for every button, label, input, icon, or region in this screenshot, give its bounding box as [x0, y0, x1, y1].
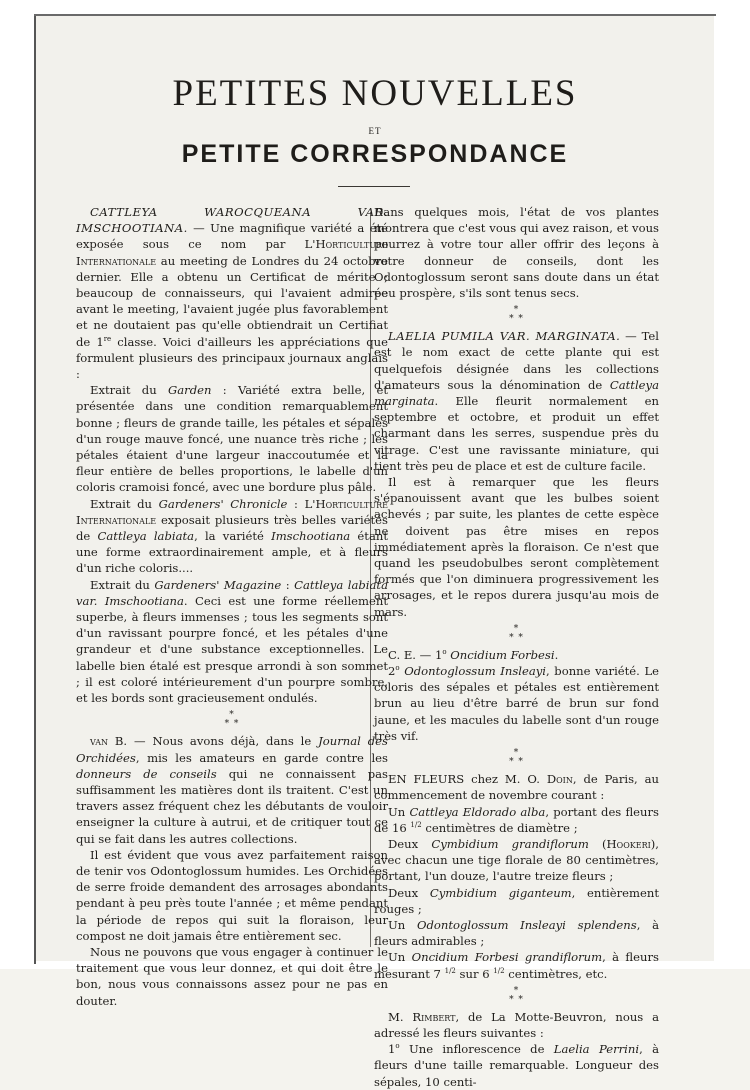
heading-laelia: LAELIA PUMILA VAR. MARGINATA.: [388, 329, 621, 344]
list-item: Deux Cymbidium giganteum, entièrement rouges ;: [374, 885, 659, 916]
scan-border-top: [0, 0, 750, 14]
section-asterism: * * *: [509, 623, 524, 643]
extract-chronicle: Extrait du Gardeners' Chronicle : L'Horticulture Internationale exposait plusieurs très belles variétés de Cattleya labiata, la variété Imschootiana étant une forme extraordinairement ample, et à fleurs d'un riche coloris....: [76, 496, 388, 576]
document-page: [36, 16, 714, 1089]
article-rimbert: M. Rimbert, de La Motte-Beuvron, nous a adressé les fleurs suivantes :: [374, 1009, 659, 1040]
reply-van-b: van B. — Nous avons déjà, dans le Journal des Orchidées, mis les amateurs en garde contre les donneurs de conseils qui ne connaissent pas suffisamment les matières dont ils traitent. C'est un travers assez fréquent chez les débutants de vouloir enseigner la culture à autrui, et de critiquer tout ce qui se fait dans les autres collections.: [76, 734, 388, 846]
left-column: [76, 204, 388, 1009]
paragraph: Nous ne pouvons que vous engager à continuer le traitement que vous leur donnez, et qui doit être le bon, nous vous connaissons assez pour ne pas en douter.: [76, 944, 388, 1008]
scan-border-right: [714, 0, 750, 969]
paragraph: Dans quelques mois, l'état de vos plantes montrera que c'est vous qui avez raison, et vous pourrez à votre tour aller offrir des leçons à votre donneur de conseils, dont les Odontoglossum seront sans doute dans un état peu prospère, s'ils sont tenus secs.: [374, 205, 659, 301]
right-column: [374, 204, 659, 1090]
paragraph: 2$^o$ Odontoglossum Insleayi, bonne variété. Le coloris des sépales et pétales est entièrement brun au lieu d'être barré de brun sur fond jaune, et les macules du labelle sont d'un rouge très vif.: [374, 664, 660, 743]
article-laelia: LAELIA PUMILA VAR. MARGINATA. — Tel est le nom exact de cette plante qui est quelquefois désignée dans les collections d'amateurs sous la dénomination de Cattleya marginata. Elle fleurit normalement en septembre et octobre, et produit un effet charmant dans les serres, suspendue près du vitrage. C'est une ravissante miniature, qui tient très peu de place et est de culture facile.: [374, 329, 660, 473]
list-item: Deux Cymbidium grandiflorum (Hookeri), avec chacun une tige florale de 80 centimètres, portant, l'un douze, l'autre treize fleurs ;: [374, 836, 659, 884]
section-asterism: * * *: [509, 985, 524, 1005]
list-item: Un Odontoglossum Insleayi splendens, à fleurs admirables ;: [374, 917, 659, 949]
title-connector: ET: [368, 126, 382, 136]
section-asterism: * * *: [509, 748, 524, 768]
list-item: Un Cattleya Eldorado alba, portant des fleurs de 16 $^{1/2}$ centimètres de diamètre ;: [374, 804, 659, 835]
list-item: Un Oncidium Forbesi grandiflorum, à fleurs mesurant 7 $^{1/2}$ sur 6 $^{1/2}$ centimètres, etc.: [374, 950, 659, 981]
page-subtitle: PETITE CORRESPONDANCE: [181, 140, 569, 168]
section-asterism: * * *: [509, 305, 524, 325]
reply-ce: C. E. — 1$^o$ Oncidium Forbesi.: [388, 647, 559, 662]
extract-magazine: Extrait du Gardeners' Magazine : Cattleya labiata var. Imschootiana. Ceci est une forme réellement superbe, à fleurs immenses ; tous les segments sont d'un ravissant pourpre foncé, et les pétales d'une grandeur et d'une substance exceptionnelles. Le labelle bien étalé est presque arrondi à son sommet ; il est coloré intérieurement d'un pourpre sombre, et les bords sont gracieusement ondulés.: [76, 577, 389, 706]
title-rule: [338, 186, 410, 187]
section-asterism: * * *: [224, 710, 240, 730]
page-title: PETITES NOUVELLES: [172, 73, 578, 114]
heading-cattleya: CATTLEYA WAROCQUEANA VAR. IMSCHOOTIANA.: [76, 205, 388, 236]
paragraph: Il est évident que vous avez parfaitement raison de tenir vos Odontoglossum humides. Les Orchidées de serre froide demandent des arrosages abondants pendant à peu près toute l'année ; et même pendant la période de repos qui suit la floraison, leur compost ne doit jamais être entièrement sec.: [76, 847, 388, 943]
article-en-fleurs: EN FLEURS chez M. O. Doin, de Paris, au commencement de novembre courant :: [374, 772, 660, 803]
list-item: 1$^o$ Une inflorescence de Laelia Perrini, à fleurs d'une taille remarquable. Longueur des sépales, 10 centi-: [374, 1042, 660, 1089]
scan-border-left: [0, 0, 34, 969]
extract-garden: Extrait du Garden : Variété extra belle, et présentée dans une condition remarquablement bonne ; fleurs de grande taille, les pétales et sépales d'un rouge mauve foncé, une nuance très riche ; les pétales étaient d'une largeur inaccoutumée et la fleur entière de belles proportions, le labelle d'un coloris cramoisi foncé, avec une bordure plus pâle.: [76, 383, 388, 495]
article-cattleya: CATTLEYA WAROCQUEANA VAR. IMSCHOOTIANA. — Une magnifique variété a été exposée sous ce nom par L'Horticulture Internationale au meeting de Londres du 24 octobre dernier. Elle a obtenu un Certificat de mérite ; beaucoup de connaisseurs, qui l'avaient admirée avant le meeting, l'avaient jugée plus favorablement et ne doutaient pas qu'elle obtiendrait un Certifiat de 1re classe. Voici d'ailleurs les appréciations que formulent plusieurs des principaux journaux anglais :: [76, 205, 388, 382]
paragraph: Il est à remarquer que les fleurs s'épanouissent avant que les bulbes soient achevés ; par suite, les plantes de cette espèce ne doivent pas être mises en repos immédiatement après la floraison. Ce n'est que quand les pseudobulbes seront complètement formés que l'on diminuera progressivement les arrosages, et le repos durera jusqu'au mois de mars.: [374, 475, 659, 619]
